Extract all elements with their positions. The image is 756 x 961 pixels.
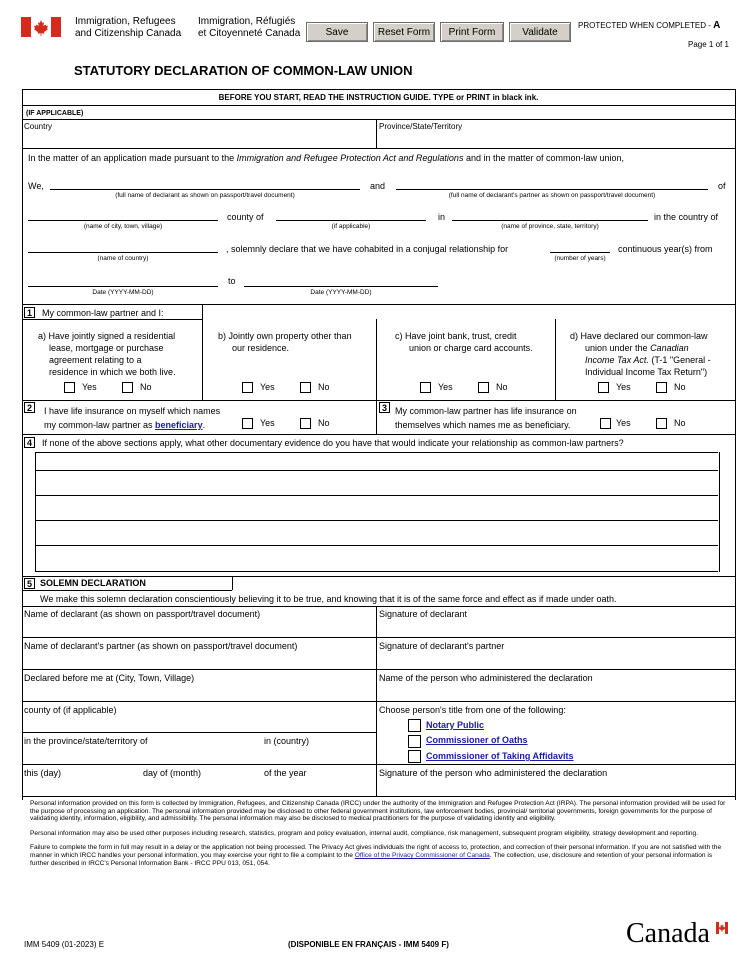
administrator-name-label: Name of the person who administered the declaration [379,673,593,683]
section-2-no-label: No [318,418,330,428]
section-1d-no-label: No [674,382,686,392]
notary-public-checkbox[interactable] [408,719,421,732]
section-3-yes-checkbox[interactable] [600,418,611,429]
administrator-signature-label: Signature of the person who administered the declaration [379,768,608,778]
section-1a-text: a) Have jointly signed a residential lease, mortgage or purchase agreement relating to a residence in which we both live. [38,331,176,377]
validate-button[interactable]: Validate [509,22,571,42]
section-1-heading: My common-law partner and I: [42,308,164,318]
end-date-field[interactable] [244,286,438,287]
province-field[interactable] [377,132,734,147]
country-field[interactable] [23,132,375,147]
section-1c-yes-checkbox[interactable] [420,382,431,393]
this-day-label: this (day) [24,768,62,778]
start-date-hint: Date (YYYY-MM-DD) [92,289,154,296]
declarant-name-hint: (full name of declarant as shown on passport/travel document) [115,192,295,199]
end-date-hint: Date (YYYY-MM-DD) [310,289,372,296]
section-1b-no-label: No [318,382,330,392]
print-form-button[interactable]: Print Form [440,22,504,42]
privacy-paragraph-1: Personal information provided on this form is collected by Immigration, Refugees, and Citizenship Canada (IRCC) under the authority of the Immigration and Refugee Protection Act (IRPA). The personal information provided will be used for the purpose of processing an application. The personal information provided may be disclosed to other federal government institutions, law enforcement bodies, provincial/ territorial governments, foreign governments for the purpose of validating identity, information, eligibility, and admissibility. The personal information may also be disclosed to medical practitioners for the purpose of validating identity and eligibility. [30,800,726,823]
province-hint: (name of province, state, territory) [501,223,599,230]
years-hint: (number of years) [554,255,606,262]
commissioner-of-oaths-checkbox[interactable] [408,735,421,748]
section-1d-yes-label: Yes [616,382,631,392]
privacy-paragraph-3: Failure to complete the form in full may result in a delay or the application not being processed. The Privacy Act gives individuals the right of access to, protection, and correction of their personal information. If you are not satisfied with the manner in which IRCC handles your personal information, you may exercise your right to file a complaint to the Office of the Privacy Commissioner of Canada. The collection, use, disclosure and retention of your personal information is further described in IRCC's Personal Information Bank - IRCC PPU 013, 051, 054. [30,844,722,867]
city-hint: (name of city, town, village) [83,223,163,230]
form-id: IMM 5409 (01-2023) E [24,940,105,949]
section-1a-yes-checkbox[interactable] [64,382,75,393]
partner-name-input[interactable] [23,652,375,668]
declarant-name-field[interactable] [50,189,360,190]
notary-public-link[interactable]: Notary Public [426,720,485,730]
solemn-statement: We make this solemn declaration conscientiously believing it to be true, and knowing that it is of the same force and effect as if made under oath. [40,594,617,604]
section-1b-yes-label: Yes [260,382,275,392]
beneficiary-link[interactable]: beneficiary [155,420,203,430]
declarant-name-label: Name of declarant (as shown on passport/travel document) [24,609,261,619]
french-availability: (DISPONIBLE EN FRANÇAIS - IMM 5409 F) [288,940,449,949]
county-of-label: county of [227,212,264,222]
county-field[interactable] [276,220,426,221]
department-name-french: Immigration, Réfugiés et Citoyenneté Canada [198,16,301,39]
in-country-of-label: in the country of [654,212,719,222]
commissioner-of-affidavits-link[interactable]: Commissioner of Taking Affidavits [426,751,574,761]
section-3-number: 3 [379,402,390,413]
wordmark-flag-icon [716,922,728,934]
solemnly-declare-text: , solemnly declare that we have cohabited in a conjugal relationship for [226,244,509,254]
country-hint: (name of country) [97,255,149,262]
reset-form-button[interactable]: Reset Form [373,22,435,42]
county-hint: (if applicable) [331,223,371,230]
section-1d-no-checkbox[interactable] [656,382,667,393]
section-1a-no-label: No [140,382,152,392]
province-state-field[interactable] [452,220,648,221]
city-field[interactable] [28,220,218,221]
declared-before-label: Declared before me at (City, Town, Village) [24,673,195,683]
instruction-banner: BEFORE YOU START, READ THE INSTRUCTION GUIDE. TYPE or PRINT in black ink. [218,93,539,102]
choose-title-label: Choose person's title from one of the following: [379,705,566,715]
protected-notice: PROTECTED WHEN COMPLETED - A [578,20,721,31]
country-name-field[interactable] [28,252,218,253]
section-2-yes-label: Yes [260,418,275,428]
section-1a-yes-label: Yes [82,382,97,392]
page-number: Page 1 of 1 [688,40,729,49]
if-applicable-label: (IF APPLICABLE) [26,110,84,117]
years-field[interactable] [550,252,610,253]
partner-name-field[interactable] [396,189,708,190]
section-1a-no-checkbox[interactable] [122,382,133,393]
country-label: Country [24,122,53,131]
section-2-no-checkbox[interactable] [300,418,311,429]
section-2-number: 2 [24,402,35,413]
country-of-declaration-label: in (country) [264,736,310,746]
commissioner-of-affidavits-checkbox[interactable] [408,750,421,763]
section-5-heading: SOLEMN DECLARATION [40,578,146,588]
partner-name-label: Name of declarant's partner (as shown on passport/travel document) [24,641,298,651]
canada-wordmark: Canada [626,920,710,948]
declarant-name-input[interactable] [23,620,375,636]
section-1d-text: d) Have declared our common-law union under the Canadian Income Tax Act. (T-1 "General - Individual Income Tax Return") [570,331,711,377]
canada-flag-icon [21,17,61,42]
protected-letter: A [713,20,721,31]
section-1c-no-checkbox[interactable] [478,382,489,393]
section-1c-yes-label: Yes [438,382,453,392]
form-title: STATUTORY DECLARATION OF COMMON-LAW UNION [74,63,413,78]
section-1c-no-label: No [496,382,508,392]
and-label: and [370,181,386,191]
section-3-yes-label: Yes [616,418,631,428]
section-1c-text: c) Have joint bank, trust, credit union or charge card accounts. [395,331,533,353]
section-1b-text: b) Jointly own property other than our residence. [218,331,352,353]
section-2-text: I have life insurance on myself which names my common-law partner as beneficiary. [44,406,221,430]
province-of-declaration-label: in the province/state/territory of [24,736,148,746]
privacy-commissioner-link[interactable]: Office of the Privacy Commissioner of Canada [354,851,490,859]
of-the-year-label: of the year [264,768,307,778]
partner-name-hint: (full name of declarant's partner as shown on passport/travel document) [448,192,656,199]
privacy-paragraph-2: Personal information may also be used other purposes including research, statistics, program and policy evaluation, internal audit, compliance, risk management, subsequent program eligibility, strategy development and reporting. [30,829,699,837]
section-5-number: 5 [24,578,35,589]
declarant-signature-label: Signature of declarant [379,609,468,619]
day-of-month-label: day of (month) [143,768,202,778]
declared-city-input[interactable] [23,684,375,700]
continuous-years-label: continuous year(s) from [618,244,713,254]
section-1b-no-checkbox[interactable] [300,382,311,393]
of-label: of [718,181,726,191]
save-button[interactable]: Save [306,22,368,42]
province-label: Province/State/Territory [379,122,463,131]
to-label: to [228,276,236,286]
section-3-no-checkbox[interactable] [656,418,667,429]
county-of-declaration-label: county of (if applicable) [24,705,117,715]
partner-signature-label: Signature of declarant's partner [379,641,505,651]
commissioner-of-oaths-link[interactable]: Commissioner of Oaths [426,735,528,745]
department-name-english: Immigration, Refugees and Citizenship Canada [75,16,182,39]
section-2-yes-checkbox[interactable] [242,418,253,429]
section-4-number: 4 [24,437,35,448]
section-1-number: 1 [24,307,35,318]
section-1b-yes-checkbox[interactable] [242,382,253,393]
privacy-notice [30,800,730,867]
in-label: in [438,212,446,222]
start-date-field[interactable] [28,286,218,287]
section-3-text: My common-law partner has life insurance on themselves which names me as beneficiary. [395,406,577,430]
intro-statement: In the matter of an application made pursuant to the Immigration and Refugee Protection Act and Regulations and in the matter of common-law union, [28,153,625,163]
we-label: We, [28,181,44,191]
section-1d-yes-checkbox[interactable] [598,382,609,393]
section-3-no-label: No [674,418,686,428]
administrator-name-input[interactable] [377,684,734,700]
section-4-question: If none of the above sections apply, what other documentary evidence do you have that would indicate your relationship as common-law partners? [42,438,624,448]
